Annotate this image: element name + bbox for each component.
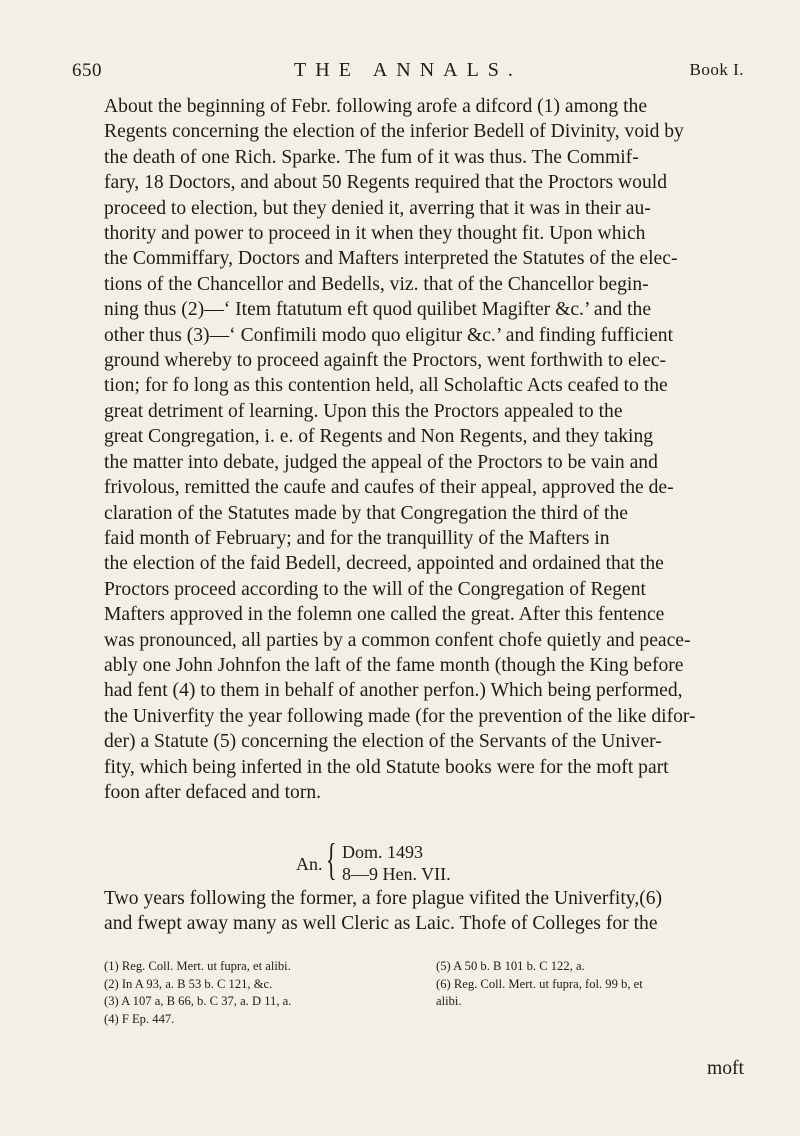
running-header xyxy=(72,60,744,88)
footnote: (4) F Ep. 447. xyxy=(104,1011,175,1026)
text-line: proceed to election, but they denied it, averring that it was in their au- xyxy=(104,197,651,219)
text-line: the Commiffary, Doctors and Mafters interpreted the Statutes of the elec- xyxy=(104,248,678,270)
footnote: (5) A 50 b. B 101 b. C 122, a. xyxy=(436,959,585,973)
year-heading-an: An. xyxy=(296,854,323,874)
footnote: (2) In A 93, a. B 53 b. C 121, &c. xyxy=(104,976,273,991)
text-line: Regents concerning the election of the inferior Bedell of Divinity, void by xyxy=(104,121,684,143)
text-line: der) a Statute (5) concerning the election of the Servants of the Univer- xyxy=(104,731,662,753)
text-line: and fwept away many as well Cleric as Laic. Thofe of Colleges for the xyxy=(104,913,658,935)
text-line: great Congregation, i. e. of Regents and Non Regents, and they taking xyxy=(104,426,654,448)
text-line: About the beginning of Febr. following arofe a difcord (1) among the xyxy=(104,96,648,117)
footnote: (3) A 107 a, B 66, b. C 37, a. D 11, a. xyxy=(104,994,292,1009)
text-line: ning thus (2)—‘ Item ftatutum eft quod quilibet Magifter &c.’ and the xyxy=(104,299,652,321)
text-line: Mafters approved in the folemn one called the great. After this fentence xyxy=(104,604,665,626)
text-line: the death of one Rich. Sparke. The fum of it was thus. The Commif- xyxy=(104,146,639,168)
text-line: ground whereby to proceed againft the Proctors, went forthwith to elec- xyxy=(104,350,667,372)
main-paragraph xyxy=(104,94,744,805)
text-line: claration of the Statutes made by that Congregation the third of the xyxy=(104,502,628,524)
year-heading-regnal: 8—9 Hen. VII. xyxy=(342,864,451,884)
text-line: frivolous, remitted the caufe and caufes of their appeal, approved the de- xyxy=(104,477,674,499)
book-label: Book I. xyxy=(689,60,744,79)
text-line: other thus (3)—‘ Confimili modo quo eligitur &c.’ and finding fufficient xyxy=(104,324,674,346)
text-line: foon after defaced and torn. xyxy=(104,781,322,803)
second-paragraph xyxy=(104,886,744,937)
text-line: Proctors proceed according to the will of the Congregation of Regent xyxy=(104,578,646,600)
text-line: faid month of February; and for the tranquillity of the Mafters in xyxy=(104,527,610,549)
footnotes-right-column xyxy=(436,958,746,1011)
footnote: (1) Reg. Coll. Mert. ut fupra, et alibi. xyxy=(104,959,291,973)
text-line: the Univerfity the year following made (for the prevention of the like difor- xyxy=(104,705,696,727)
text-line: the matter into debate, judged the appeal of the Proctors to be vain and xyxy=(104,451,658,473)
text-line: thority and power to proceed in it when they thought fit. Upon which xyxy=(104,223,646,245)
footnote: (6) Reg. Coll. Mert. ut fupra, fol. 99 b, et xyxy=(436,976,643,991)
text-line: great detriment of learning. Upon this the Proctors appealed to the xyxy=(104,400,623,422)
year-heading xyxy=(296,835,536,890)
text-line: was pronounced, all parties by a common confent chofe quietly and peace- xyxy=(104,629,691,651)
text-line: tion; for fo long as this contention held, all Scholaftic Acts ceafed to the xyxy=(104,375,668,397)
running-title: THE ANNALS. xyxy=(294,59,522,81)
page-number: 650 xyxy=(72,60,102,81)
text-line: fary, 18 Doctors, and about 50 Regents required that the Proctors would xyxy=(104,172,668,194)
text-line: tions of the Chancellor and Bedells, viz. that of the Chancellor begin- xyxy=(104,273,649,295)
footnote: alibi. xyxy=(436,994,462,1009)
text-line: fity, which being inferted in the old Statute books were for the moft part xyxy=(104,756,669,778)
brace-glyph: { xyxy=(326,835,337,884)
year-heading-dom: Dom. 1493 xyxy=(342,842,423,862)
text-line: ably one John Johnfon the laft of the fame month (though the King before xyxy=(104,654,684,676)
text-line: had fent (4) to them in behalf of another perfon.) Which being performed, xyxy=(104,680,683,702)
text-line: Two years following the former, a fore plague vifited the Univerfity,(6) xyxy=(104,888,663,909)
footnotes-left-column xyxy=(104,958,414,1028)
text-line: the election of the faid Bedell, decreed, appointed and ordained that the xyxy=(104,553,664,575)
catchword: moft xyxy=(706,1058,744,1079)
